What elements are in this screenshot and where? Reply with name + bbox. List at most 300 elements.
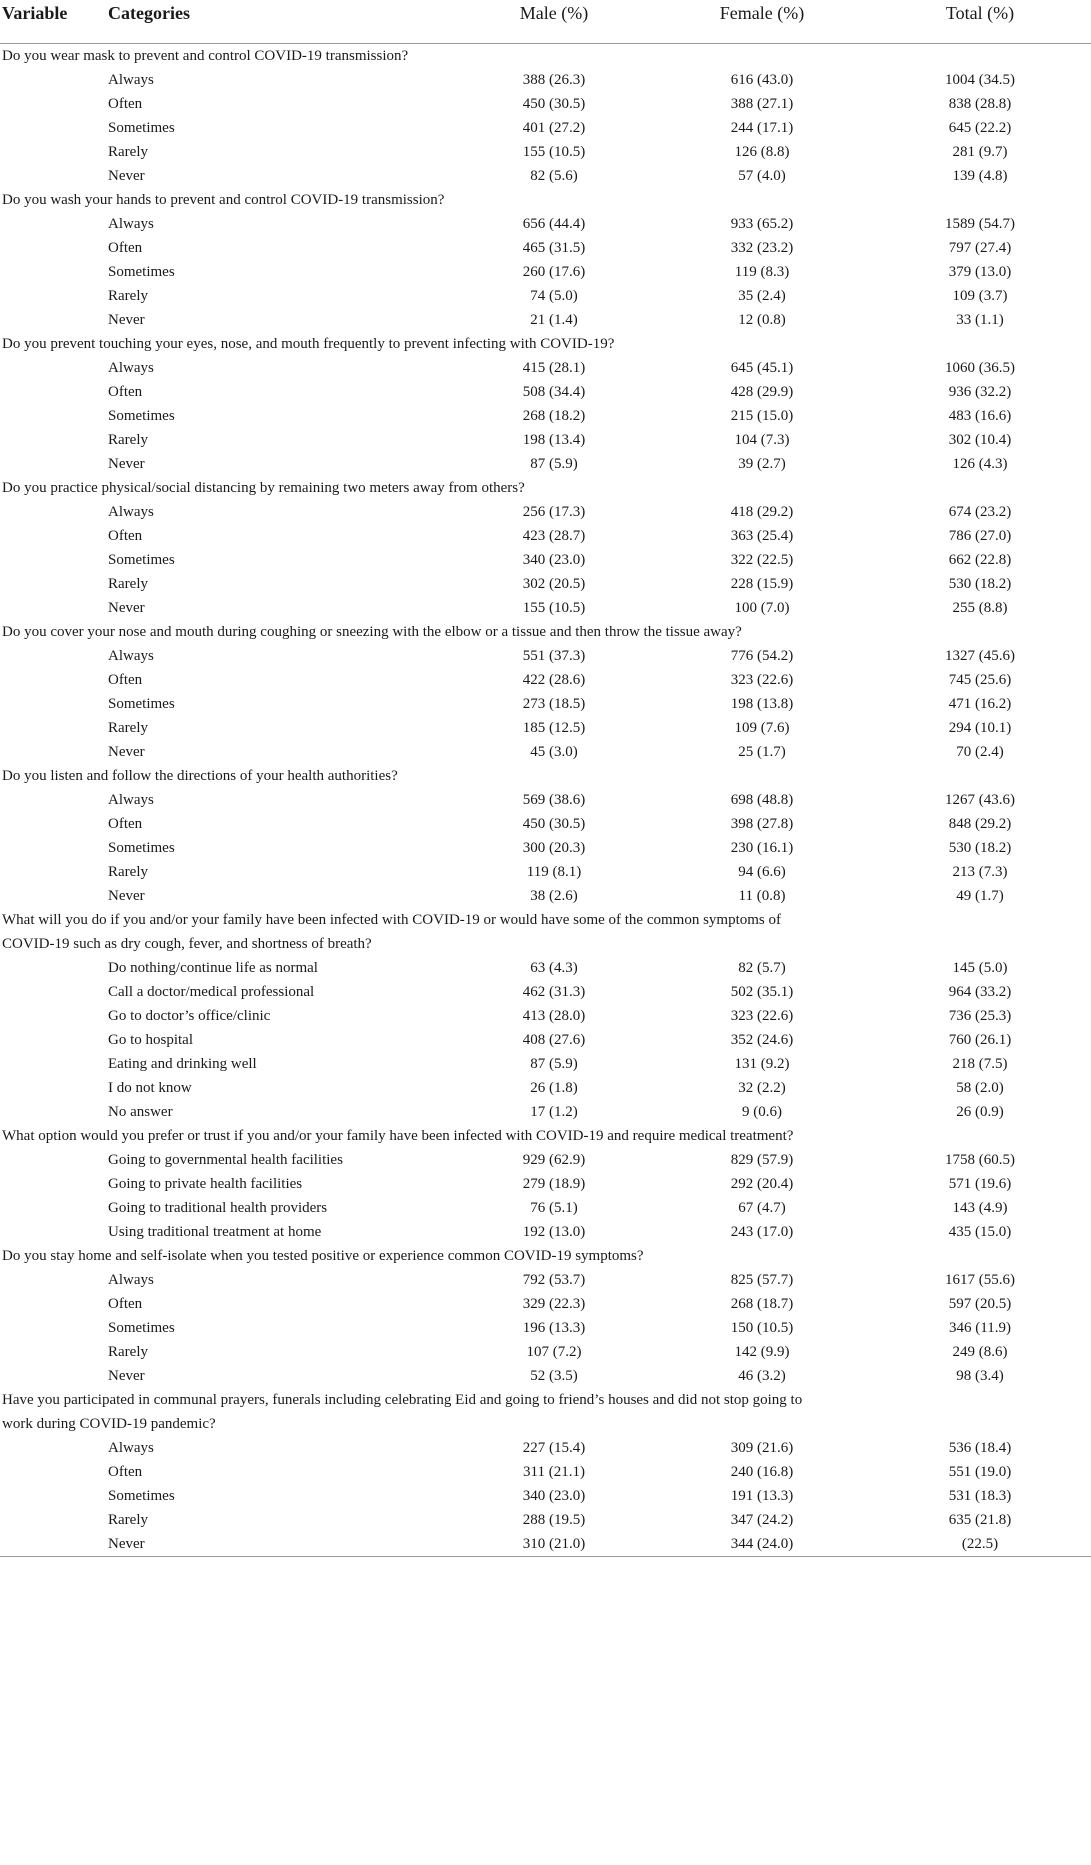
variable-cell [0, 284, 108, 308]
male-cell: 465 (31.5) [522, 239, 586, 256]
female-cell: 57 (4.0) [738, 167, 786, 184]
variable-cell [0, 236, 108, 260]
category-cell: Sometimes [108, 263, 175, 280]
header-female: Female (%) [719, 3, 805, 23]
table-row [0, 1076, 1091, 1100]
category-cell: Never [108, 455, 145, 472]
question-text: What will you do if you and/or your family have been infected with COVID-19 or would have some of the common symptoms of COVID-19 such as dry cough, fever, and shortness of breath? [2, 912, 782, 952]
female-cell: 398 (27.8) [730, 815, 794, 832]
total-cell: (22.5) [961, 1535, 999, 1552]
category-cell: Rarely [108, 1511, 148, 1528]
female-cell: 142 (9.9) [734, 1343, 790, 1360]
question-row [0, 908, 1091, 956]
table-row [0, 1052, 1091, 1076]
male-cell: 340 (23.0) [522, 1487, 586, 1504]
total-cell: 760 (26.1) [948, 1031, 1012, 1048]
variable-cell [0, 1292, 108, 1316]
male-cell: 196 (13.3) [522, 1319, 586, 1336]
table-row [0, 140, 1091, 164]
variable-cell [0, 428, 108, 452]
table-row [0, 1268, 1091, 1292]
female-cell: 230 (16.1) [730, 839, 794, 856]
table-row [0, 236, 1091, 260]
category-cell: Sometimes [108, 839, 175, 856]
question-row [0, 764, 1091, 788]
variable-cell [0, 404, 108, 428]
male-cell: 119 (8.1) [526, 863, 582, 880]
total-cell: 571 (19.6) [948, 1175, 1012, 1192]
male-cell: 279 (18.9) [522, 1175, 586, 1192]
table-row [0, 1292, 1091, 1316]
category-cell: Using traditional treatment at home [108, 1223, 322, 1240]
male-cell: 192 (13.0) [522, 1223, 586, 1240]
category-cell: Rarely [108, 575, 148, 592]
female-cell: 933 (65.2) [730, 215, 794, 232]
category-cell: Always [108, 359, 154, 376]
category-cell: Sometimes [108, 119, 175, 136]
female-cell: 104 (7.3) [734, 431, 790, 448]
total-cell: 435 (15.0) [948, 1223, 1012, 1240]
category-cell: Always [108, 71, 154, 88]
female-cell: 244 (17.1) [730, 119, 794, 136]
category-cell: Rarely [108, 1343, 148, 1360]
variable-cell [0, 500, 108, 524]
female-cell: 352 (24.6) [730, 1031, 794, 1048]
table-row [0, 260, 1091, 284]
variable-cell [0, 524, 108, 548]
question-row [0, 332, 1091, 356]
category-cell: Eating and drinking well [108, 1055, 257, 1072]
male-cell: 76 (5.1) [530, 1199, 578, 1216]
female-cell: 363 (25.4) [730, 527, 794, 544]
female-cell: 109 (7.6) [734, 719, 790, 736]
female-cell: 46 (3.2) [738, 1367, 786, 1384]
variable-cell [0, 1364, 108, 1388]
male-cell: 462 (31.3) [522, 983, 586, 1000]
male-cell: 87 (5.9) [530, 1055, 578, 1072]
variable-cell [0, 140, 108, 164]
male-cell: 413 (28.0) [522, 1007, 586, 1024]
variable-cell [0, 308, 108, 332]
total-cell: 126 (4.3) [952, 455, 1008, 472]
table-row [0, 548, 1091, 572]
variable-cell [0, 692, 108, 716]
male-cell: 26 (1.8) [530, 1079, 578, 1096]
male-cell: 423 (28.7) [522, 527, 586, 544]
question-text: Do you prevent touching your eyes, nose, and mouth frequently to prevent infecting with COVID-19? [2, 335, 615, 352]
female-cell: 332 (23.2) [730, 239, 794, 256]
table-row [0, 812, 1091, 836]
total-cell: 1758 (60.5) [945, 1151, 1015, 1168]
variable-cell [0, 1268, 108, 1292]
total-cell: 346 (11.9) [949, 1319, 1011, 1336]
category-cell: Never [108, 1367, 145, 1384]
category-cell: Going to governmental health facilities [108, 1151, 343, 1168]
male-cell: 792 (53.7) [522, 1271, 586, 1288]
total-cell: 49 (1.7) [956, 887, 1004, 904]
category-cell: Never [108, 887, 145, 904]
category-cell: Always [108, 1271, 154, 1288]
male-cell: 300 (20.3) [522, 839, 586, 856]
total-cell: 964 (33.2) [948, 983, 1012, 1000]
male-cell: 107 (7.2) [526, 1343, 582, 1360]
question-text: Do you listen and follow the directions of your health authorities? [2, 767, 398, 784]
total-cell: 786 (27.0) [948, 527, 1012, 544]
table-row [0, 980, 1091, 1004]
category-cell: No answer [108, 1103, 173, 1120]
female-cell: 32 (2.2) [738, 1079, 786, 1096]
category-cell: Going to private health facilities [108, 1175, 303, 1192]
female-cell: 776 (54.2) [730, 647, 794, 664]
variable-cell [0, 956, 108, 980]
table-row [0, 452, 1091, 476]
category-cell: Never [108, 743, 145, 760]
category-cell: Sometimes [108, 1319, 175, 1336]
variable-cell [0, 740, 108, 764]
question-text: What option would you prefer or trust if you and/or your family have been infected with COVID-19 and require medical treatment? [2, 1127, 794, 1144]
table-row [0, 1148, 1091, 1172]
category-cell: Often [108, 1463, 143, 1480]
variable-cell [0, 860, 108, 884]
table-row [0, 716, 1091, 740]
female-cell: 191 (13.3) [730, 1487, 794, 1504]
male-cell: 929 (62.9) [522, 1151, 586, 1168]
male-cell: 450 (30.5) [522, 95, 586, 112]
variable-cell [0, 1028, 108, 1052]
male-cell: 260 (17.6) [522, 263, 586, 280]
table-row [0, 1460, 1091, 1484]
table-row [0, 1196, 1091, 1220]
category-cell: I do not know [108, 1079, 192, 1096]
total-cell: 143 (4.9) [952, 1199, 1008, 1216]
variable-cell [0, 1196, 108, 1220]
variable-cell [0, 1316, 108, 1340]
total-cell: 551 (19.0) [948, 1463, 1012, 1480]
male-cell: 329 (22.3) [522, 1295, 586, 1312]
female-cell: 323 (22.6) [730, 1007, 794, 1024]
total-cell: 848 (29.2) [948, 815, 1012, 832]
table-row [0, 68, 1091, 92]
table-row [0, 500, 1091, 524]
question-text: Do you wash your hands to prevent and control COVID-19 transmission? [2, 191, 445, 208]
category-cell: Often [108, 1295, 143, 1312]
male-cell: 21 (1.4) [530, 311, 578, 328]
male-cell: 656 (44.4) [522, 215, 586, 232]
female-cell: 82 (5.7) [738, 959, 786, 976]
male-cell: 311 (21.1) [523, 1463, 585, 1480]
total-cell: 33 (1.1) [956, 311, 1004, 328]
variable-cell [0, 980, 108, 1004]
total-cell: 255 (8.8) [952, 599, 1008, 616]
female-cell: 100 (7.0) [734, 599, 790, 616]
male-cell: 155 (10.5) [522, 143, 586, 160]
variable-cell [0, 596, 108, 620]
category-cell: Always [108, 1439, 154, 1456]
variable-cell [0, 788, 108, 812]
male-cell: 87 (5.9) [530, 455, 578, 472]
variable-cell [0, 1460, 108, 1484]
table-row [0, 356, 1091, 380]
table-row [0, 788, 1091, 812]
female-cell: 67 (4.7) [738, 1199, 786, 1216]
male-cell: 551 (37.3) [522, 647, 586, 664]
total-cell: 597 (20.5) [948, 1295, 1012, 1312]
variable-cell [0, 1172, 108, 1196]
female-cell: 616 (43.0) [730, 71, 794, 88]
female-cell: 388 (27.1) [730, 95, 794, 112]
total-cell: 213 (7.3) [952, 863, 1008, 880]
table-row [0, 836, 1091, 860]
category-cell: Never [108, 167, 145, 184]
category-cell: Rarely [108, 719, 148, 736]
question-row [0, 1244, 1091, 1268]
table-row [0, 404, 1091, 428]
category-cell: Sometimes [108, 551, 175, 568]
female-cell: 829 (57.9) [730, 1151, 794, 1168]
total-cell: 139 (4.8) [952, 167, 1008, 184]
category-cell: Sometimes [108, 407, 175, 424]
question-text: Do you wear mask to prevent and control COVID-19 transmission? [2, 47, 409, 64]
category-cell: Always [108, 215, 154, 232]
male-cell: 227 (15.4) [522, 1439, 586, 1456]
total-cell: 70 (2.4) [956, 743, 1004, 760]
table-row [0, 1508, 1091, 1532]
total-cell: 797 (27.4) [948, 239, 1012, 256]
female-cell: 150 (10.5) [730, 1319, 794, 1336]
table-row [0, 1028, 1091, 1052]
table-row [0, 1340, 1091, 1364]
male-cell: 302 (20.5) [522, 575, 586, 592]
male-cell: 569 (38.6) [522, 791, 586, 808]
category-cell: Often [108, 383, 143, 400]
header-male: Male (%) [519, 3, 589, 23]
table-row [0, 956, 1091, 980]
variable-cell [0, 1484, 108, 1508]
total-cell: 302 (10.4) [948, 431, 1012, 448]
total-cell: 936 (32.2) [948, 383, 1012, 400]
table-row [0, 380, 1091, 404]
category-cell: Rarely [108, 431, 148, 448]
variable-cell [0, 1436, 108, 1460]
female-cell: 323 (22.6) [730, 671, 794, 688]
header-variable: Variable [2, 3, 68, 23]
variable-cell [0, 1340, 108, 1364]
variable-cell [0, 644, 108, 668]
total-cell: 218 (7.5) [952, 1055, 1008, 1072]
total-cell: 145 (5.0) [952, 959, 1008, 976]
male-cell: 256 (17.3) [522, 503, 586, 520]
total-cell: 26 (0.9) [956, 1103, 1004, 1120]
category-cell: Rarely [108, 863, 148, 880]
female-cell: 292 (20.4) [730, 1175, 794, 1192]
category-cell: Sometimes [108, 695, 175, 712]
female-cell: 131 (9.2) [734, 1055, 790, 1072]
table-row [0, 428, 1091, 452]
question-text: Do you practice physical/social distancing by remaining two meters away from others? [2, 479, 525, 496]
male-cell: 388 (26.3) [522, 71, 586, 88]
question-row [0, 1388, 1091, 1436]
variable-cell [0, 1052, 108, 1076]
male-cell: 38 (2.6) [530, 887, 578, 904]
variable-cell [0, 452, 108, 476]
variable-cell [0, 1100, 108, 1124]
category-cell: Do nothing/continue life as normal [108, 959, 318, 976]
total-cell: 745 (25.6) [948, 671, 1012, 688]
total-cell: 379 (13.0) [948, 263, 1012, 280]
male-cell: 340 (23.0) [522, 551, 586, 568]
variable-cell [0, 716, 108, 740]
table-row [0, 1532, 1091, 1557]
table-row [0, 572, 1091, 596]
table-row [0, 668, 1091, 692]
question-text: Do you cover your nose and mouth during coughing or sneezing with the elbow or a tissue and then throw the tissue away? [2, 623, 742, 640]
category-cell: Always [108, 647, 154, 664]
variable-cell [0, 92, 108, 116]
table-row [0, 740, 1091, 764]
category-cell: Rarely [108, 143, 148, 160]
category-cell: Call a doctor/medical professional [108, 983, 315, 1000]
total-cell: 1589 (54.7) [945, 215, 1015, 232]
male-cell: 52 (3.5) [530, 1367, 578, 1384]
female-cell: 94 (6.6) [738, 863, 786, 880]
male-cell: 63 (4.3) [530, 959, 578, 976]
table-row [0, 1364, 1091, 1388]
category-cell: Never [108, 1535, 145, 1552]
female-cell: 240 (16.8) [730, 1463, 794, 1480]
total-cell: 1327 (45.6) [945, 647, 1015, 664]
table-row [0, 524, 1091, 548]
category-cell: Rarely [108, 287, 148, 304]
female-cell: 215 (15.0) [730, 407, 794, 424]
category-cell: Going to traditional health providers [108, 1199, 328, 1216]
male-cell: 155 (10.5) [522, 599, 586, 616]
category-cell: Go to doctor’s office/clinic [108, 1007, 271, 1024]
female-cell: 198 (13.8) [730, 695, 794, 712]
total-cell: 530 (18.2) [948, 575, 1012, 592]
category-cell: Never [108, 311, 145, 328]
category-cell: Often [108, 95, 143, 112]
female-cell: 39 (2.7) [738, 455, 786, 472]
male-cell: 198 (13.4) [522, 431, 586, 448]
table-row [0, 284, 1091, 308]
total-cell: 294 (10.1) [948, 719, 1012, 736]
total-cell: 98 (3.4) [956, 1367, 1004, 1384]
female-cell: 322 (22.5) [730, 551, 794, 568]
female-cell: 344 (24.0) [730, 1535, 794, 1552]
variable-cell [0, 164, 108, 188]
male-cell: 74 (5.0) [530, 287, 578, 304]
category-cell: Never [108, 599, 145, 616]
category-cell: Always [108, 503, 154, 520]
total-cell: 736 (25.3) [948, 1007, 1012, 1024]
variable-cell [0, 260, 108, 284]
table-row [0, 860, 1091, 884]
female-cell: 9 (0.6) [742, 1103, 782, 1120]
male-cell: 45 (3.0) [530, 743, 578, 760]
table-row [0, 1004, 1091, 1028]
total-cell: 635 (21.8) [948, 1511, 1012, 1528]
total-cell: 58 (2.0) [956, 1079, 1004, 1096]
question-text: Do you stay home and self-isolate when you tested positive or experience common COVID-19 symptoms? [2, 1247, 644, 1264]
variable-cell [0, 884, 108, 908]
male-cell: 288 (19.5) [522, 1511, 586, 1528]
total-cell: 530 (18.2) [948, 839, 1012, 856]
total-cell: 1617 (55.6) [945, 1271, 1015, 1288]
female-cell: 126 (8.8) [734, 143, 790, 160]
question-row [0, 620, 1091, 644]
total-cell: 109 (3.7) [952, 287, 1008, 304]
female-cell: 645 (45.1) [730, 359, 794, 376]
variable-cell [0, 212, 108, 236]
table-header [0, 0, 1091, 44]
variable-cell [0, 1004, 108, 1028]
category-cell: Often [108, 239, 143, 256]
variable-cell [0, 1508, 108, 1532]
variable-cell [0, 1076, 108, 1100]
variable-cell [0, 380, 108, 404]
male-cell: 401 (27.2) [522, 119, 586, 136]
table-row [0, 692, 1091, 716]
variable-cell [0, 68, 108, 92]
total-cell: 662 (22.8) [948, 551, 1012, 568]
question-row [0, 188, 1091, 212]
male-cell: 185 (12.5) [522, 719, 586, 736]
variable-cell [0, 572, 108, 596]
category-cell: Always [108, 791, 154, 808]
variable-cell [0, 1148, 108, 1172]
table-row [0, 596, 1091, 620]
category-cell: Often [108, 815, 143, 832]
table-row [0, 92, 1091, 116]
question-text: Have you participated in communal prayers, funerals including celebrating Eid and going to friend’s houses and did not stop going to work during COVID-19 pandemic? [2, 1392, 803, 1432]
total-cell: 1060 (36.5) [945, 359, 1015, 376]
variable-cell [0, 668, 108, 692]
female-cell: 347 (24.2) [730, 1511, 794, 1528]
male-cell: 268 (18.2) [522, 407, 586, 424]
table-row [0, 1220, 1091, 1244]
variable-cell [0, 116, 108, 140]
variable-cell [0, 548, 108, 572]
female-cell: 309 (21.6) [730, 1439, 794, 1456]
question-row [0, 476, 1091, 500]
female-cell: 698 (48.8) [730, 791, 794, 808]
header-row [0, 0, 1091, 44]
total-cell: 645 (22.2) [948, 119, 1012, 136]
male-cell: 450 (30.5) [522, 815, 586, 832]
total-cell: 536 (18.4) [948, 1439, 1012, 1456]
total-cell: 674 (23.2) [948, 503, 1012, 520]
female-cell: 243 (17.0) [730, 1223, 794, 1240]
table-row [0, 1100, 1091, 1124]
total-cell: 1267 (43.6) [945, 791, 1015, 808]
table-row [0, 116, 1091, 140]
table-row [0, 308, 1091, 332]
male-cell: 408 (27.6) [522, 1031, 586, 1048]
table-row [0, 1436, 1091, 1460]
variable-cell [0, 1220, 108, 1244]
question-row [0, 1124, 1091, 1148]
table-row [0, 884, 1091, 908]
total-cell: 281 (9.7) [952, 143, 1008, 160]
variable-cell [0, 1532, 108, 1557]
female-cell: 11 (0.8) [738, 887, 786, 904]
male-cell: 82 (5.6) [530, 167, 578, 184]
total-cell: 471 (16.2) [948, 695, 1012, 712]
variable-cell [0, 836, 108, 860]
female-cell: 418 (29.2) [730, 503, 794, 520]
total-cell: 531 (18.3) [948, 1487, 1012, 1504]
female-cell: 268 (18.7) [730, 1295, 794, 1312]
